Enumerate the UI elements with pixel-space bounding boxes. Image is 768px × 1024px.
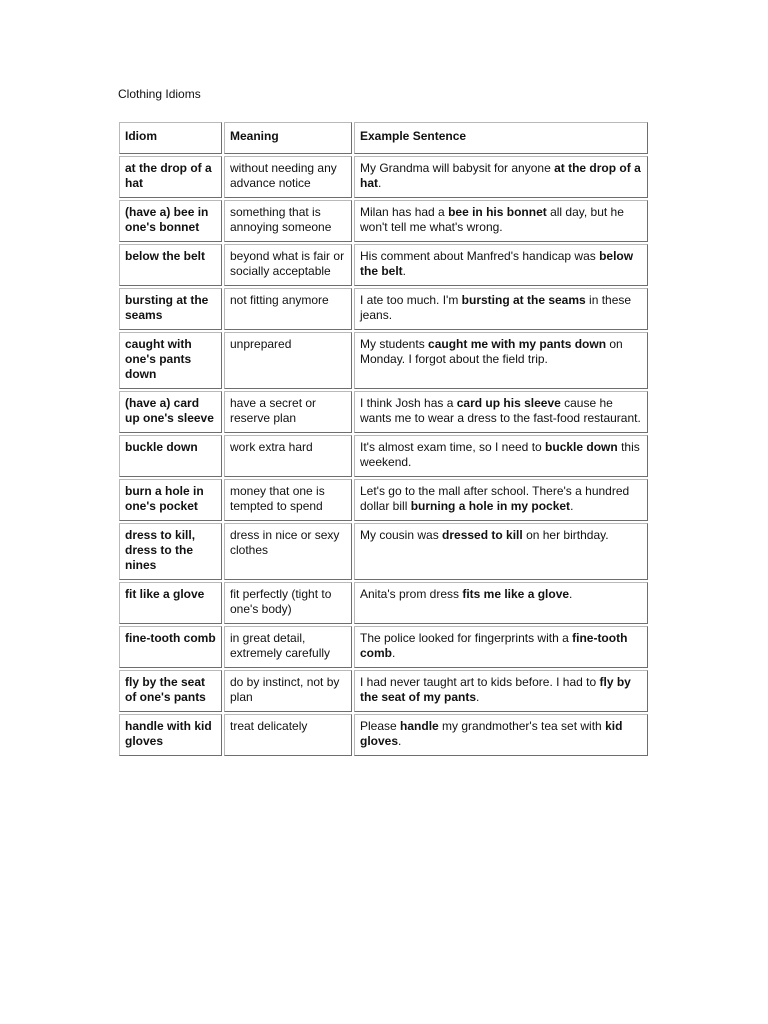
example-text: this weekend. <box>360 440 640 469</box>
idiom-cell: caught with one's pants down <box>119 332 222 389</box>
example-text: . <box>378 176 382 190</box>
idiom-cell: dress to kill, dress to the nines <box>119 523 222 580</box>
example-cell <box>354 582 648 624</box>
example-text: My Grandma will babysit for anyone <box>360 161 555 175</box>
idiom-cell: handle with kid gloves <box>119 714 222 756</box>
example-idiom-highlight: fits me like a glove <box>462 587 570 601</box>
example-cell <box>354 670 648 712</box>
example-idiom-highlight: bee in his bonnet <box>448 205 547 219</box>
example-text: . <box>476 690 480 704</box>
example-text: . <box>392 646 396 660</box>
table-row <box>119 714 648 756</box>
idiom-cell: buckle down <box>119 435 222 477</box>
table-row <box>119 582 648 624</box>
example-idiom-highlight: at the drop of a hat <box>360 161 641 190</box>
example-text: Let's go to the mall after school. There's a hundred dollar bill <box>360 484 630 513</box>
example-text: . <box>402 264 407 278</box>
meaning-cell: in great detail, extremely carefully <box>224 626 352 668</box>
meaning-cell: treat delicately <box>224 714 352 756</box>
example-text: in these jeans. <box>360 293 632 322</box>
example-text: on her birthday. <box>522 528 609 542</box>
table-row <box>119 670 648 712</box>
table-row <box>119 391 648 433</box>
table-body <box>119 156 648 756</box>
example-text: Milan has had a <box>360 205 449 219</box>
table-row <box>119 479 648 521</box>
example-idiom-highlight: kid gloves <box>360 719 623 748</box>
meaning-cell: something that is annoying someone <box>224 200 352 242</box>
example-cell <box>354 435 648 477</box>
example-cell <box>354 626 648 668</box>
idiom-cell: fine-tooth comb <box>119 626 222 668</box>
example-text: I think Josh has a <box>360 396 457 410</box>
example-cell <box>354 332 648 389</box>
example-text: cause he wants me to wear a dress to the fast-food restaurant. <box>360 396 641 425</box>
table-row <box>119 626 648 668</box>
table-row <box>119 435 648 477</box>
example-idiom-highlight: burning a hole in my pocket <box>410 499 571 513</box>
meaning-cell: without needing any advance notice <box>224 156 352 198</box>
header-example: Example Sentence <box>354 122 648 154</box>
example-text: . <box>570 499 574 513</box>
idiom-cell: bursting at the seams <box>119 288 222 330</box>
example-cell <box>354 479 648 521</box>
example-text: Please <box>360 719 401 733</box>
example-idiom-highlight: caught me with my pants down <box>428 337 607 351</box>
example-text: My students <box>360 337 429 351</box>
table-row <box>119 200 648 242</box>
example-cell <box>354 391 648 433</box>
example-idiom-highlight: buckle down <box>545 440 618 454</box>
meaning-cell: dress in nice or sexy clothes <box>224 523 352 580</box>
example-text: on Monday. I forgot about the field trip. <box>360 337 623 366</box>
meaning-cell: not fitting anymore <box>224 288 352 330</box>
example-idiom-highlight: fine-tooth comb <box>360 631 628 660</box>
example-idiom-highlight: fly by the seat of my pants <box>360 675 631 704</box>
header-idiom: Idiom <box>119 122 222 154</box>
example-cell <box>354 156 648 198</box>
example-text: I ate too much. I'm <box>360 293 462 307</box>
table-header-row <box>119 122 648 154</box>
idiom-cell: at the drop of a hat <box>119 156 222 198</box>
idiom-cell: (have a) card up one's sleeve <box>119 391 222 433</box>
meaning-cell: fit perfectly (tight to one's body) <box>224 582 352 624</box>
idiom-cell: fly by the seat of one's pants <box>119 670 222 712</box>
example-text: The police looked for fingerprints with a <box>360 631 573 645</box>
example-cell <box>354 200 648 242</box>
page-title: Clothing Idioms <box>118 87 201 101</box>
idiom-cell: below the belt <box>119 244 222 286</box>
header-meaning: Meaning <box>224 122 352 154</box>
example-text: . <box>569 587 573 601</box>
example-idiom-highlight: handle <box>400 719 439 733</box>
example-idiom-highlight: bursting at the seams <box>461 293 586 307</box>
example-text: His comment about Manfred's handicap was <box>360 249 600 263</box>
example-text: I had never taught art to kids before. I had to <box>360 675 600 689</box>
meaning-cell: do by instinct, not by plan <box>224 670 352 712</box>
table-row <box>119 332 648 389</box>
example-text: my grandmother's tea set with <box>438 719 606 733</box>
table-row <box>119 523 648 580</box>
example-cell <box>354 523 648 580</box>
table-row <box>119 288 648 330</box>
meaning-cell: work extra hard <box>224 435 352 477</box>
example-idiom-highlight: below the belt <box>360 249 634 278</box>
example-text: It's almost exam time, so I need to <box>360 440 546 454</box>
idioms-table <box>117 120 650 758</box>
meaning-cell: money that one is tempted to spend <box>224 479 352 521</box>
idiom-cell: fit like a glove <box>119 582 222 624</box>
example-cell <box>354 244 648 286</box>
table-row <box>119 244 648 286</box>
idiom-cell: burn a hole in one's pocket <box>119 479 222 521</box>
idiom-cell: (have a) bee in one's bonnet <box>119 200 222 242</box>
example-text: . <box>398 734 402 748</box>
meaning-cell: beyond what is fair or socially acceptable <box>224 244 352 286</box>
example-text: Anita's prom dress <box>360 587 463 601</box>
example-text: all day, but he won't tell me what's wrong. <box>360 205 624 234</box>
table-row <box>119 156 648 198</box>
example-cell <box>354 714 648 756</box>
example-text: My cousin was <box>360 528 443 542</box>
example-idiom-highlight: card up his sleeve <box>456 396 561 410</box>
meaning-cell: have a secret or reserve plan <box>224 391 352 433</box>
example-idiom-highlight: dressed to kill <box>442 528 523 542</box>
example-cell <box>354 288 648 330</box>
meaning-cell: unprepared <box>224 332 352 389</box>
